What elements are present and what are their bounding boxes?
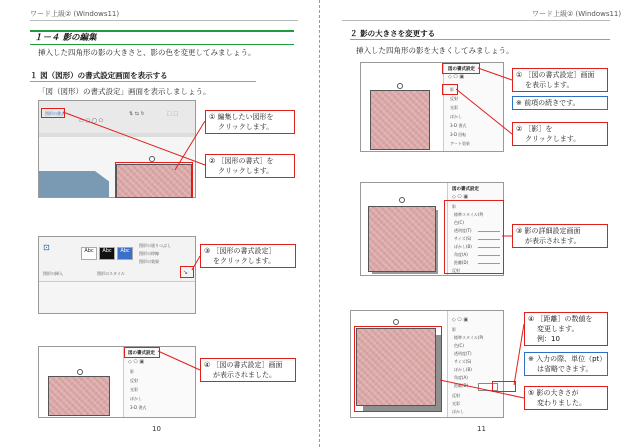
section2-text: 挿入した四角形の影を大きくしてみましょう。 (356, 46, 514, 55)
size-label: サイズ(S) (454, 359, 472, 364)
callout-line: 影の詳細設定画面 (524, 227, 581, 235)
callout-line: ［影］を (524, 125, 553, 133)
callout-number: ④ (204, 361, 211, 369)
color-label: 色(C) (454, 343, 464, 348)
angle-label: 角度(A) (454, 375, 468, 380)
pane-row-reflection[interactable]: 反射 (452, 393, 460, 398)
distance-label: 距離(D) (454, 383, 469, 388)
transparency-label: 透明度(T) (454, 228, 472, 233)
insert-group-label: 図形の挿入 (43, 271, 63, 276)
callout-line: 変更します。 (537, 325, 579, 333)
style-swatch-white[interactable]: Abc (81, 247, 97, 260)
callout-number: ⑤ (528, 389, 535, 397)
intro-text: 挿入した四角形の影の大きさと、影の色を変更してみましょう。 (38, 48, 256, 57)
style-swatch-blue[interactable]: Abc (117, 247, 133, 260)
callout-line: ［距離］の数値を (536, 315, 593, 323)
preset-label: 標準スタイル(P) (454, 335, 484, 340)
callout-line: 編集したい図形を (217, 113, 274, 121)
callout-number: ① (516, 71, 523, 79)
arrange-icon: ⇅ ⇆ ↻ (129, 111, 145, 117)
pane-row-art-effects[interactable]: アート効果 (450, 141, 470, 146)
angle-label: 角度(A) (454, 252, 468, 257)
pane-row-glow[interactable]: 光彩 (452, 401, 460, 406)
callout-number: ① (209, 113, 216, 121)
pane-row-soft-edges[interactable]: ぼかし (450, 114, 462, 119)
connector-2 (63, 112, 205, 165)
r-connector-4 (514, 324, 524, 385)
pane-row-reflection[interactable]: 反射 (452, 268, 460, 273)
pane-row-soft-edges[interactable]: ぼかし (452, 409, 464, 414)
callout-line: クリックします。 (218, 167, 274, 175)
style-swatch-black[interactable]: Abc (99, 247, 115, 260)
note-mark: ※ (528, 355, 534, 363)
callout-number: ③ (516, 227, 523, 235)
callout-line: をクリックします。 (213, 257, 276, 265)
page-number: 11 (477, 425, 486, 433)
note-mark: ※ (516, 99, 522, 107)
callout-line: ［図形の書式設定］ (212, 247, 276, 255)
pane-row-glow[interactable]: 光彩 (450, 105, 458, 110)
r-connector-1 (478, 68, 512, 80)
style-group-label: 図形のスタイル (97, 271, 125, 276)
connector-1 (175, 121, 205, 170)
fill-icon[interactable]: ◇ ⬠ ▣ (128, 359, 145, 365)
effects-icon[interactable]: ◇ ⬠ ▣ (452, 317, 469, 323)
preset-label: 標準スタイル(P) (454, 212, 484, 217)
pane-row-3d-rotation[interactable]: 3-D 回転 (450, 132, 467, 137)
pane-row-reflection[interactable]: 反射 (130, 378, 138, 383)
page-number: 10 (152, 425, 161, 433)
shape-icon: ▭ ▢ ◯ ⬠ (79, 118, 104, 124)
callout-number: ③ (204, 247, 211, 255)
transparency-label: 透明度(T) (454, 351, 472, 356)
pane-row-shadow[interactable]: 影 (450, 87, 454, 92)
callout-line: が表示されました。 (213, 371, 276, 379)
effect-menu[interactable]: 図形の効果 (139, 259, 159, 264)
callout-line: を表示します。 (525, 81, 574, 89)
shape-insert-icon: ⊡ (43, 243, 50, 252)
color-label: 色(C) (454, 220, 464, 225)
size-icon: ⬚ ⬚ (167, 111, 179, 117)
callout-number: ② (516, 125, 523, 133)
blur-label: ぼかし(B) (454, 244, 472, 249)
connector-3 (192, 256, 200, 270)
pane-row-shadow[interactable]: 影 (452, 327, 456, 332)
distance-label: 距離(D) (454, 260, 469, 265)
pane-title: 図の書式設定 (128, 351, 155, 356)
callout-line: ［図の書式設定］画面 (212, 361, 283, 369)
size-label: サイズ(S) (454, 236, 472, 241)
effects-icon[interactable]: ◇ ⬠ ▣ (448, 74, 465, 80)
fill-menu[interactable]: 図形の塗りつぶし (139, 243, 171, 248)
pane-title: 図の書式設定 (448, 67, 475, 72)
callout-number: ② (209, 157, 216, 165)
callout-line: ［図の書式設定］画面 (524, 71, 595, 79)
connector-4 (158, 351, 200, 370)
dialog-launcher-icon[interactable]: ↘ (183, 269, 189, 276)
pane-row-shadow[interactable]: 影 (452, 204, 456, 209)
blur-label: ぼかし(B) (454, 367, 472, 372)
section1-text: 「図（図形）の書式設定」画面を表示しましょう。 (38, 87, 211, 96)
note-line: は省略できます。 (537, 365, 593, 373)
r-connector-2 (456, 89, 512, 134)
section1-title: １ 図（図形）の書式設定画面を表示する (30, 71, 168, 80)
callout-line: 影の大きさが (536, 389, 579, 397)
pane-row-3d-format[interactable]: 3-D 書式 (450, 123, 467, 128)
page-header: ワード上級② (Windows11) (532, 10, 622, 18)
effects-icon[interactable]: ◇ ⬠ ▣ (452, 194, 469, 200)
page-header: ワード上級② (Windows11) (30, 10, 120, 18)
pane-title: 図の書式設定 (452, 187, 479, 192)
note-line: 入力の際、単位（pt） (536, 355, 607, 363)
r-connector-5 (440, 380, 524, 398)
callout-line: クリックします。 (525, 135, 581, 143)
note-line: 前項の続きです。 (524, 99, 580, 107)
pane-row-reflection[interactable]: 反射 (450, 96, 458, 101)
section2-title: ２ 影の大きさを変更する (350, 29, 436, 38)
callout-line: ［図形の書式］を (217, 157, 274, 165)
callout-line: クリックします。 (218, 123, 274, 131)
chapter-title: １－４ 影の編集 (30, 30, 294, 45)
tab-shape-format[interactable]: 図形の書式 (45, 111, 65, 116)
outline-menu[interactable]: 図形の枠線 (139, 251, 159, 256)
pane-row-glow[interactable]: 光彩 (130, 387, 138, 392)
callout-line: 変わりました。 (537, 399, 586, 407)
callout-number: ④ (528, 315, 535, 323)
pane-row-3d-format[interactable]: 3-D 書式 (130, 405, 147, 410)
callout-line: 例：10 (537, 335, 560, 343)
callout-line: が表示されます。 (525, 237, 581, 245)
pane-row-shadow[interactable]: 影 (130, 369, 134, 374)
pane-row-soft-edges[interactable]: ぼかし (130, 396, 142, 401)
